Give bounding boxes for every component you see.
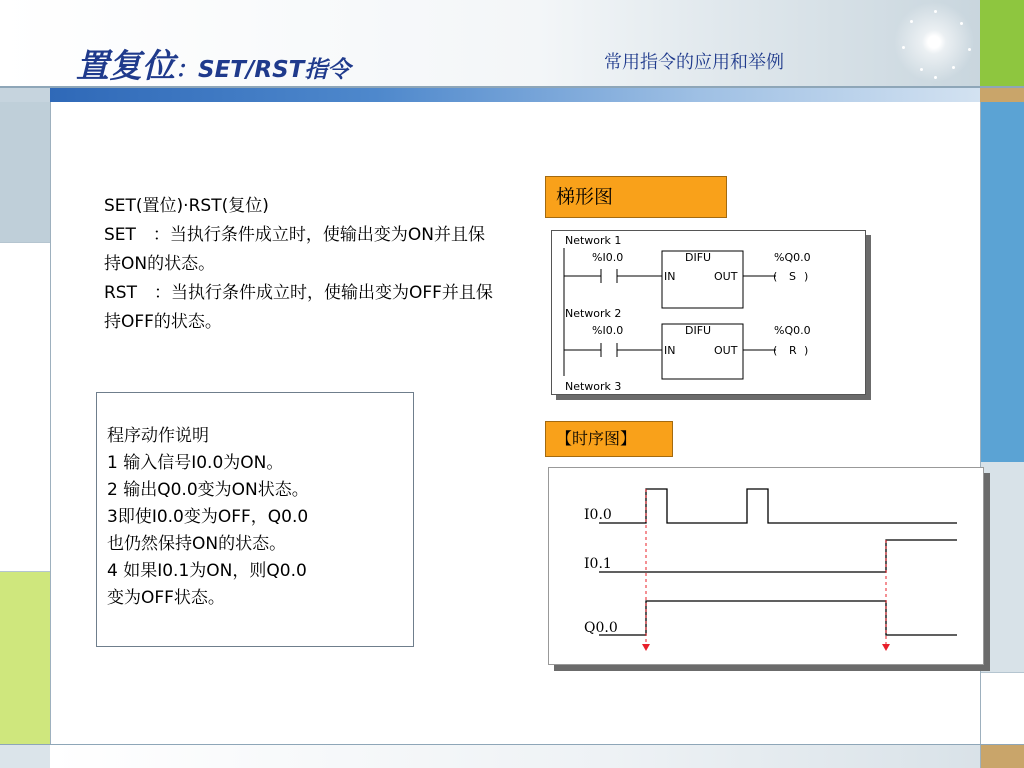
arrow-down-icon [642,644,650,651]
coil-address: %Q0.0 [774,251,811,264]
ladder-diagram-label: 梯形图 [545,176,727,218]
program-step: 4 如果I0.1为ON，则Q0.0 [107,561,307,581]
title-main: 置复位 [76,46,175,85]
band-right-block [980,88,1024,102]
title-sub: ：SET/RST指令 [175,57,351,83]
network-label: Network 3 [565,380,622,393]
header-blue-band [50,88,980,102]
corner-green-block [980,0,1024,86]
svg-text:(: ( [773,344,778,357]
slide-subtitle: 常用指令的应用和举例 [604,52,784,73]
signal-label: I0.1 [584,556,612,572]
network-label: Network 2 [565,307,622,320]
program-heading: 程序动作说明 [107,426,209,446]
footer-bar [50,745,980,768]
network-label: Network 1 [565,234,622,247]
svg-text:): ) [804,344,809,357]
timing-svg [549,468,983,664]
ladder-svg [552,231,865,394]
block-input-label: IN [664,270,676,283]
block-output-label: OUT [714,270,738,283]
contact-address: %I0.0 [592,324,624,337]
program-step: 也仍然保持ON的状态。 [107,534,287,554]
block-name: DIFU [685,251,712,264]
program-step: 1 输入信号I0.0为ON。 [107,453,284,473]
left-column-block [0,102,50,242]
instruction-description [104,192,496,337]
left-column-green-block [0,572,50,744]
coil-type: S [789,270,796,283]
block-name: DIFU [685,324,712,337]
program-step: 变为OFF状态。 [107,588,225,608]
ladder-diagram [551,230,866,395]
coil-type: R [789,344,797,357]
arrow-down-icon [882,644,890,651]
right-column-tan-block [980,744,1024,768]
left-column-block [0,744,50,768]
description-heading: SET(置位)·RST(复位) [104,196,269,216]
block-input-label: IN [664,344,676,357]
signal-trace-i01 [599,540,957,572]
coil-address: %Q0.0 [774,324,811,337]
timing-diagram [548,467,984,665]
timing-diagram-label: 【时序图】 [545,421,673,457]
contact-address: %I0.0 [592,251,624,264]
program-step: 2 输出Q0.0变为ON状态。 [107,480,309,500]
left-column-block [0,242,50,572]
band-left-block [0,88,50,102]
right-column-block [980,672,1024,744]
slide-title [76,40,350,84]
signal-label: I0.0 [584,507,612,523]
right-column-blue-block [980,102,1024,462]
signal-trace-q00 [599,601,957,635]
signal-trace-i00 [599,489,957,523]
program-step: 3即使I0.0变为OFF，Q0.0 [107,507,309,527]
set-description: SET ：当执行条件成立时，使输出变为ON并且保持ON的状态。 [104,225,486,274]
signal-label: Q0.0 [584,620,618,636]
svg-text:(: ( [773,270,778,283]
block-output-label: OUT [714,344,738,357]
program-explanation-box [96,392,414,647]
rst-description: RST ：当执行条件成立时，使输出变为OFF并且保持OFF的状态。 [104,283,493,332]
sparkle-decoration [880,0,980,86]
left-divider [50,102,51,768]
svg-text:): ) [804,270,809,283]
